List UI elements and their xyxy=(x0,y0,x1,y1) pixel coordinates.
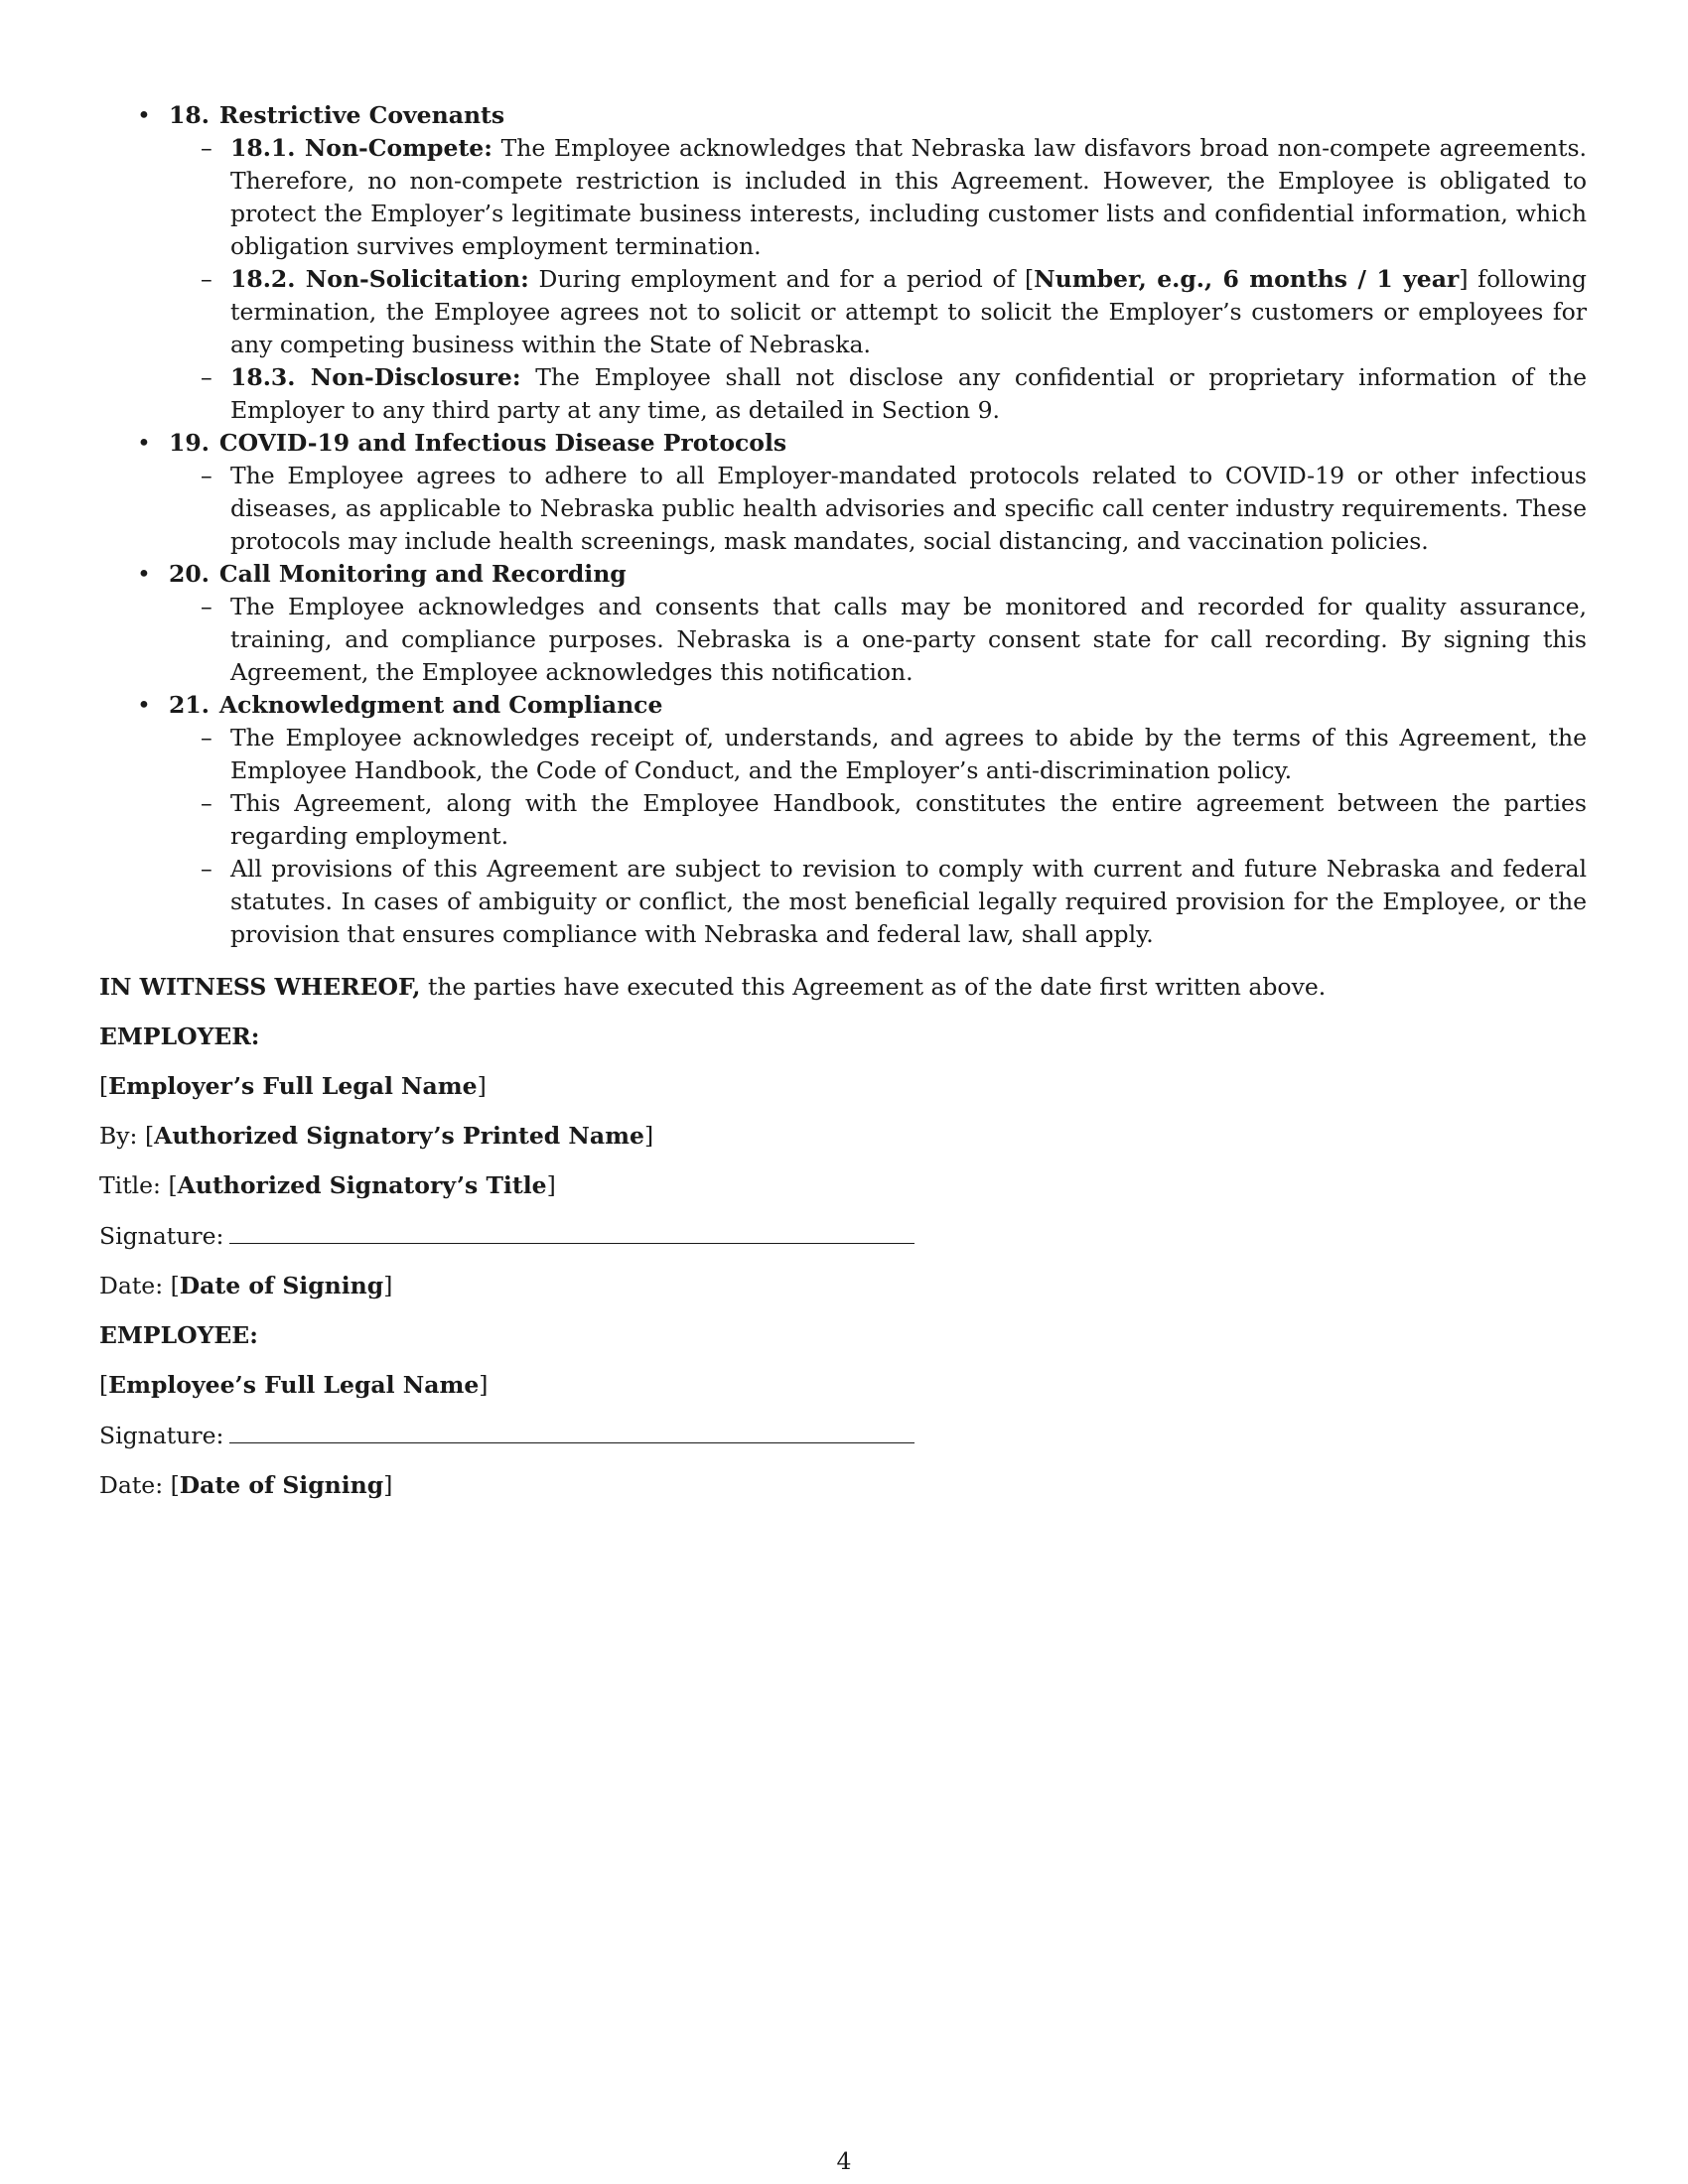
signatory-title-placeholder: Authorized Signatory’s Title xyxy=(177,1171,547,1199)
employer-signature-field[interactable] xyxy=(229,1219,914,1244)
witness-clause xyxy=(99,971,1587,1004)
section-18 xyxy=(99,99,1587,427)
section-heading xyxy=(169,558,1587,591)
clause-21-1 xyxy=(169,722,1587,787)
clause-20-1 xyxy=(169,591,1587,689)
signatory-name-placeholder: Authorized Signatory’s Printed Name xyxy=(154,1122,644,1150)
employer-date-line: Date: [Date of Signing] xyxy=(99,1272,393,1299)
section-19 xyxy=(99,427,1587,558)
signature-label: Signature: xyxy=(99,1222,224,1250)
clause-text: The Employee acknowledges that Nebraska law disfavors broad non-compete agreements. Therefore, no non-compete restriction is included in this Agreement. However, the Employee is obligated to protect the Employer’s legitimate business interests, including customer lists and confidential information, which obligation survives employment termination. xyxy=(230,134,1587,260)
section-heading xyxy=(169,689,1587,722)
employer-date-placeholder: Date of Signing xyxy=(179,1272,384,1299)
section-title: Call Monitoring and Recording xyxy=(218,560,627,588)
document-page xyxy=(99,99,1587,1502)
clause-19-1 xyxy=(169,460,1587,558)
date-label: Date: xyxy=(99,1272,164,1299)
employer-name-placeholder: Employer’s Full Legal Name xyxy=(108,1072,478,1100)
bullet-icon: • xyxy=(137,429,151,457)
dash-icon: – xyxy=(201,134,212,162)
subsection-list xyxy=(169,722,1587,951)
bullet-icon: • xyxy=(137,560,151,588)
witness-text: the parties have executed this Agreement as of the date first written above. xyxy=(427,973,1327,1001)
employee-date-line: Date: [Date of Signing] xyxy=(99,1471,393,1499)
witness-lead: IN WITNESS WHEREOF, xyxy=(99,973,421,1001)
section-list xyxy=(99,99,1587,951)
subsection-list xyxy=(169,460,1587,558)
section-heading xyxy=(169,99,1587,132)
employee-date-placeholder: Date of Signing xyxy=(179,1471,384,1499)
section-heading xyxy=(169,427,1587,460)
clause-21-2 xyxy=(169,787,1587,853)
employer-signature-line xyxy=(99,1219,1587,1253)
section-title: Acknowledgment and Compliance xyxy=(218,691,663,719)
employee-signature-field[interactable] xyxy=(229,1419,914,1443)
section-number: 18. xyxy=(169,101,210,129)
dash-icon: – xyxy=(201,724,212,751)
employee-heading: EMPLOYEE: xyxy=(99,1321,258,1349)
employee-signature-line xyxy=(99,1419,1587,1452)
section-number: 19. xyxy=(169,429,210,457)
clause-text: The Employee acknowledges and consents that calls may be monitored and recorded for quality assurance, training, and compliance purposes. Nebraska is a one-party consent state for call recording. By signing this Agreement, the Employee acknowledges this notification. xyxy=(230,593,1587,686)
subsection-list xyxy=(169,132,1587,427)
by-label: By: xyxy=(99,1122,138,1150)
subsection-list xyxy=(169,591,1587,689)
clause-text: This Agreement, along with the Employee Handbook, constitutes the entire agreement between the parties regarding employment. xyxy=(230,789,1587,850)
title-label: Title: xyxy=(99,1171,161,1199)
dash-icon: – xyxy=(201,462,212,489)
employer-heading: EMPLOYER: xyxy=(99,1023,260,1050)
employer-by-line: By: [Authorized Signatory’s Printed Name] xyxy=(99,1122,654,1150)
clause-21-3 xyxy=(169,853,1587,951)
bullet-icon: • xyxy=(137,691,151,719)
clause-text: The Employee agrees to adhere to all Employer-mandated protocols related to COVID-19 or other infectious diseases, as applicable to Nebraska public health advisories and specific call center industry requirements. These protocols may include health screenings, mask mandates, social distancing, and vaccination policies. xyxy=(230,462,1587,555)
employee-name-line: [Employee’s Full Legal Name] xyxy=(99,1371,489,1399)
clause-text: All provisions of this Agreement are subject to revision to comply with current and future Nebraska and federal statutes. In cases of ambiguity or conflict, the most beneficial legally required provision for the Employee, or the provision that ensures compliance with Nebraska and federal law, shall apply. xyxy=(230,855,1587,948)
section-21 xyxy=(99,689,1587,951)
clause-18-3 xyxy=(169,361,1587,427)
dash-icon: – xyxy=(201,265,212,293)
section-title: COVID-19 and Infectious Disease Protocols xyxy=(218,429,787,457)
dash-icon: – xyxy=(201,363,212,391)
clause-label: 18.1. Non-Compete: xyxy=(230,134,492,162)
clause-text: The Employee shall not disclose any confidential or proprietary information of the Employer to any third party at any time, as detailed in Section 9. xyxy=(230,363,1587,424)
clause-18-1 xyxy=(169,132,1587,263)
dash-icon: – xyxy=(201,593,212,620)
section-title: Restrictive Covenants xyxy=(218,101,505,129)
placeholder-field: Number, e.g., 6 months / 1 year xyxy=(1034,265,1460,293)
dash-icon: – xyxy=(201,855,212,883)
clause-label: 18.3. Non-Disclosure: xyxy=(230,363,521,391)
date-label: Date: xyxy=(99,1471,164,1499)
clause-18-2 xyxy=(169,263,1587,361)
clause-text: The Employee acknowledges receipt of, understands, and agrees to abide by the terms of this Agreement, the Employee Handbook, the Code of Conduct, and the Employer’s anti-discrimination policy. xyxy=(230,724,1587,784)
signature-label: Signature: xyxy=(99,1422,224,1449)
employer-title-line: Title: [Authorized Signatory’s Title] xyxy=(99,1171,556,1199)
clause-label: 18.2. Non-Solicitation: xyxy=(230,265,529,293)
page-number: 4 xyxy=(836,2147,852,2175)
section-number: 20. xyxy=(169,560,210,588)
clause-text: ] following termination, the Employee agrees not to solicit or attempt to solicit the Employer’s customers or employees for any competing business within the State of Nebraska. xyxy=(230,265,1587,358)
employee-name-placeholder: Employee’s Full Legal Name xyxy=(108,1371,480,1399)
bullet-icon: • xyxy=(137,101,151,129)
dash-icon: – xyxy=(201,789,212,817)
clause-text: During employment and for a period of [ xyxy=(538,265,1035,293)
section-20 xyxy=(99,558,1587,689)
employer-name-line: [Employer’s Full Legal Name] xyxy=(99,1072,487,1100)
section-number: 21. xyxy=(169,691,210,719)
